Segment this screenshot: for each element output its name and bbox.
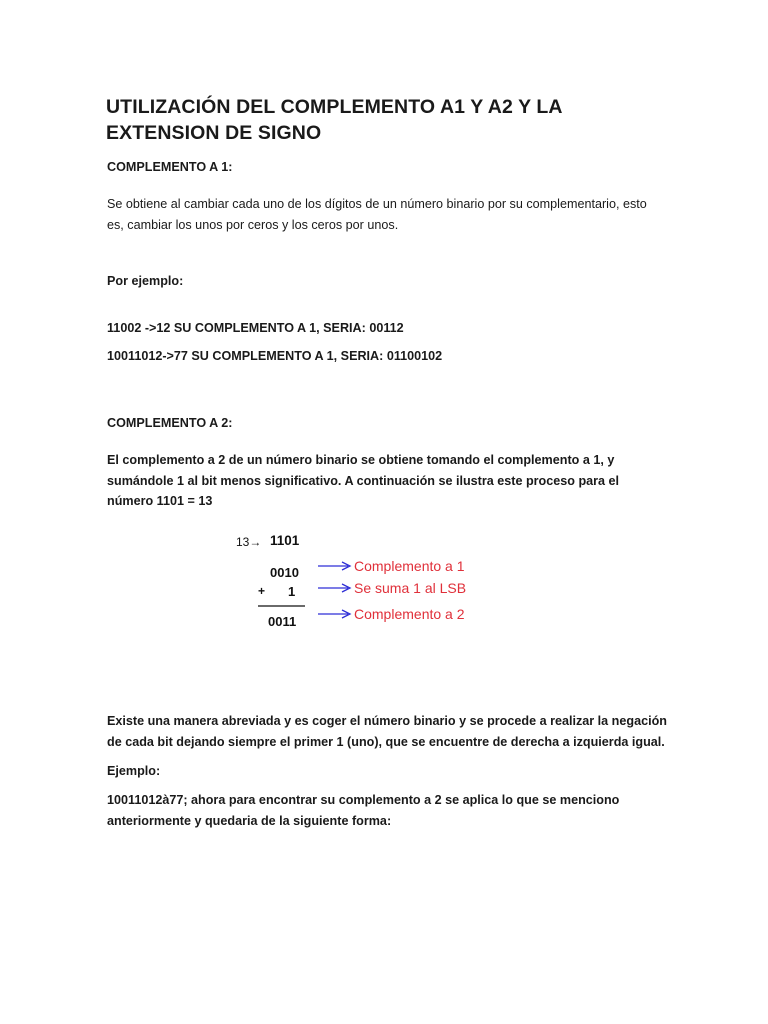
diagram-label-1: Complemento a 1 (354, 558, 465, 574)
diagram-complement: 0010 (270, 565, 299, 580)
example-line-2: 10011012->77 SU COMPLEMENTO A 1, SERIA: 01100102 (107, 349, 443, 363)
section2-paragraph: El complemento a 2 de un número binario se obtiene tomando el complemento a 1, y sumándole 1 al bit menos significativo. A continuación se ilustra este proceso para el número 1101 = 13 (107, 453, 620, 508)
shortcut-paragraph: Existe una manera abreviada y es coger el número binario y se procede a realizar la negación de cada bit dejando siempre el primer 1 (uno), que se encuentre de derecha a izquierda igual. (107, 714, 667, 749)
diagram-label-2: Se suma 1 al LSB (354, 580, 467, 596)
diagram-label-3: Complemento a 2 (354, 606, 465, 622)
diagram-result: 0011 (268, 614, 297, 629)
section1-heading: COMPLEMENTO A 1: (107, 160, 233, 174)
arrow-icon (318, 584, 350, 592)
complement-diagram (230, 525, 500, 640)
section1-paragraph: Se obtiene al cambiar cada uno de los dígitos de un número binario por su complementario, esto es, cambiar los unos por ceros y los ceros por unos. (107, 197, 647, 232)
example-label: Por ejemplo: (107, 274, 184, 288)
arrow-icon (318, 562, 350, 570)
example-line-1: 11002 ->12 SU COMPLEMENTO A 1, SERIA: 00112 (107, 321, 404, 335)
diagram-prefix: 13→ (236, 535, 262, 549)
final-paragraph: 10011012à77; ahora para encontrar su complemento a 2 se aplica lo que se menciono anteriormente y quedaria de la siguiente forma: (107, 793, 620, 828)
ejemplo-label: Ejemplo: (107, 764, 161, 778)
arrow-icon (318, 610, 350, 618)
diagram-plus: + (258, 584, 266, 598)
diagram-number: 1101 (270, 533, 300, 548)
section2-heading: COMPLEMENTO A 2: (107, 416, 233, 430)
page-title: UTILIZACIÓN DEL COMPLEMENTO A1 Y A2 Y LA EXTENSION DE SIGNO (106, 96, 562, 144)
diagram-one: 1 (288, 584, 296, 599)
